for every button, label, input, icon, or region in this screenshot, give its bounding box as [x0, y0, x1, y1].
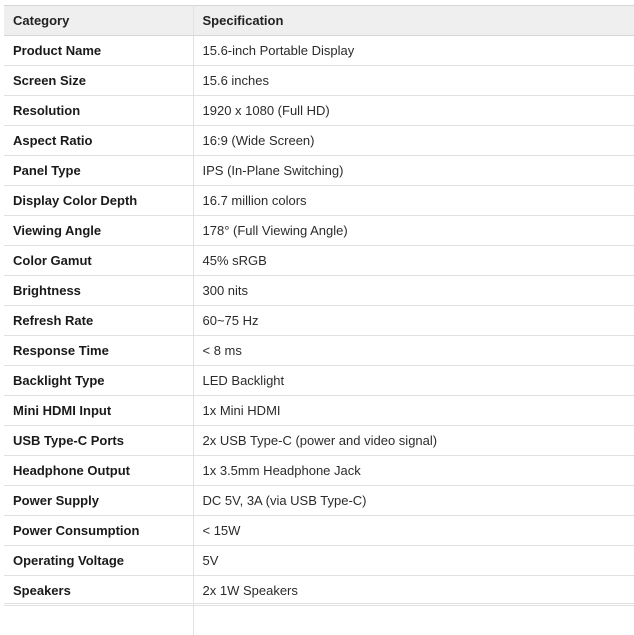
table-row: [4, 216, 634, 246]
header-category: Category: [4, 6, 193, 36]
spec-cell: 2x USB Type-C (power and video signal): [193, 426, 634, 456]
table-row: [4, 66, 634, 96]
category-cell: Backlight Type: [4, 366, 193, 396]
spec-cell: 15.6 inches: [193, 66, 634, 96]
table-row: [4, 126, 634, 156]
spec-cell: 60~75 Hz: [193, 306, 634, 336]
category-cell: Mini HDMI Input: [4, 396, 193, 426]
spec-cell: < 8 ms: [193, 336, 634, 366]
spec-cell: 45% sRGB: [193, 246, 634, 276]
table-row: [4, 486, 634, 516]
category-cell: Power Supply: [4, 486, 193, 516]
spec-cell: 5V: [193, 546, 634, 576]
table-row: [4, 156, 634, 186]
table-row: [4, 96, 634, 126]
category-cell: Viewing Angle: [4, 216, 193, 246]
spec-cell: 300 nits: [193, 276, 634, 306]
category-cell: USB Type-C Ports: [4, 426, 193, 456]
table-row: [4, 306, 634, 336]
category-cell: Display Color Depth: [4, 186, 193, 216]
spec-cell: 16:9 (Wide Screen): [193, 126, 634, 156]
spec-cell: < 15W: [193, 516, 634, 546]
category-cell: Panel Type: [4, 156, 193, 186]
table-row: [4, 456, 634, 486]
category-cell: Operating Voltage: [4, 546, 193, 576]
spec-cell: 1920 x 1080 (Full HD): [193, 96, 634, 126]
column-divider: [193, 604, 194, 635]
spec-cell: DC 5V, 3A (via USB Type-C): [193, 486, 634, 516]
spec-cell: 178° (Full Viewing Angle): [193, 216, 634, 246]
table-row: [4, 366, 634, 396]
spec-cell: 15.6-inch Portable Display: [193, 36, 634, 66]
header-specification: Specification: [193, 6, 634, 36]
spec-cell: LED Backlight: [193, 366, 634, 396]
table-row: [4, 276, 634, 306]
table-row: [4, 516, 634, 546]
category-cell: Brightness: [4, 276, 193, 306]
table-row: [4, 186, 634, 216]
spec-cell: IPS (In-Plane Switching): [193, 156, 634, 186]
spec-cell: 1x 3.5mm Headphone Jack: [193, 456, 634, 486]
category-cell: Refresh Rate: [4, 306, 193, 336]
spec-cell: 16.7 million colors: [193, 186, 634, 216]
table-row: [4, 246, 634, 276]
category-cell: Headphone Output: [4, 456, 193, 486]
spec-cell: 2x 1W Speakers: [193, 576, 634, 606]
table-bottom-strip: [4, 603, 634, 635]
category-cell: Color Gamut: [4, 246, 193, 276]
table-row: [4, 36, 634, 66]
table-header-row: [4, 6, 634, 36]
table-row: [4, 546, 634, 576]
category-cell: Speakers: [4, 576, 193, 606]
table-row: [4, 336, 634, 366]
table-body: [4, 36, 634, 606]
table-row: [4, 576, 634, 606]
table-row: [4, 426, 634, 456]
category-cell: Resolution: [4, 96, 193, 126]
spec-cell: 1x Mini HDMI: [193, 396, 634, 426]
category-cell: Response Time: [4, 336, 193, 366]
category-cell: Screen Size: [4, 66, 193, 96]
category-cell: Product Name: [4, 36, 193, 66]
category-cell: Aspect Ratio: [4, 126, 193, 156]
table-row: [4, 396, 634, 426]
spec-table: [4, 5, 634, 606]
category-cell: Power Consumption: [4, 516, 193, 546]
